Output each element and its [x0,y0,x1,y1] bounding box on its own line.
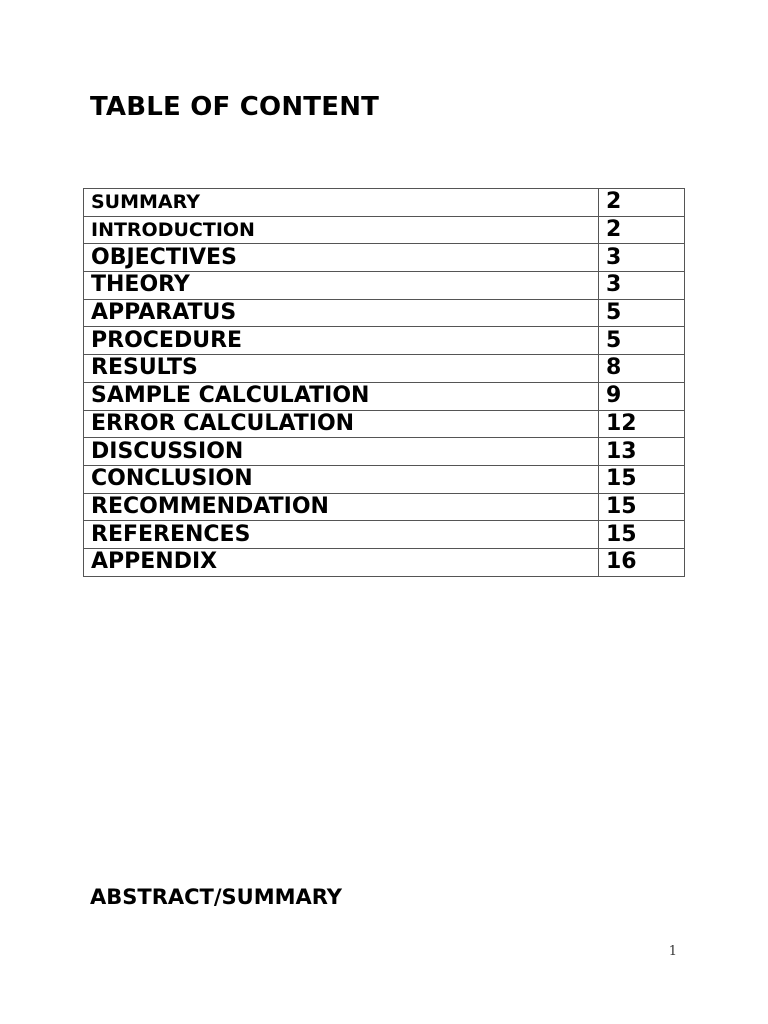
page-title: TABLE OF CONTENT [90,92,380,122]
toc-entry-page: 16 [599,548,685,576]
table-row [84,465,685,493]
toc-entry-title: PROCEDURE [84,327,599,355]
toc-entry-page: 3 [599,244,685,272]
table-row [84,438,685,466]
table-row [84,327,685,355]
toc-entry-title: THEORY [84,272,599,300]
table-row [84,410,685,438]
toc-entry-title: REFERENCES [84,521,599,549]
toc-entry-title: CONCLUSION [84,465,599,493]
table-row [84,272,685,300]
toc-entry-page: 8 [599,355,685,383]
toc-table [83,188,685,577]
toc-entry-page: 5 [599,299,685,327]
toc-entry-title: SUMMARY [84,189,599,217]
table-row [84,244,685,272]
table-row [84,189,685,217]
toc-entry-page: 3 [599,272,685,300]
toc-entry-title: DISCUSSION [84,438,599,466]
table-row [84,382,685,410]
toc-entry-title: OBJECTIVES [84,244,599,272]
toc-entry-page: 5 [599,327,685,355]
toc-entry-page: 15 [599,521,685,549]
toc-entry-title: RESULTS [84,355,599,383]
toc-entry-page: 15 [599,465,685,493]
table-row [84,355,685,383]
toc-entry-title: INTRODUCTION [84,216,599,244]
toc-entry-title: ERROR CALCULATION [84,410,599,438]
table-row [84,493,685,521]
toc-entry-page: 2 [599,189,685,217]
page-number: 1 [668,944,677,959]
toc-entry-page: 9 [599,382,685,410]
table-row [84,521,685,549]
table-row [84,299,685,327]
toc-entry-title: APPENDIX [84,548,599,576]
toc-entry-title: RECOMMENDATION [84,493,599,521]
toc-entry-title: SAMPLE CALCULATION [84,382,599,410]
table-row [84,216,685,244]
toc-entry-page: 12 [599,410,685,438]
toc-entry-page: 2 [599,216,685,244]
section-heading: ABSTRACT/SUMMARY [90,885,342,909]
table-row [84,548,685,576]
toc-entry-title: APPARATUS [84,299,599,327]
toc-entry-page: 13 [599,438,685,466]
toc-entry-page: 15 [599,493,685,521]
